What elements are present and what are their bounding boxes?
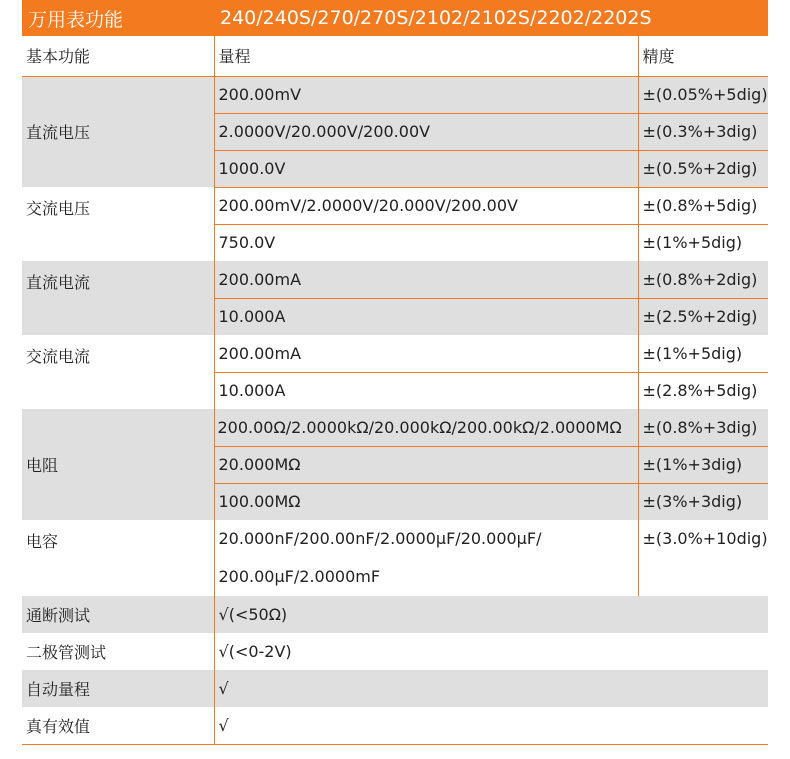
accuracy-cell: ±(0.8%+3dig) bbox=[638, 409, 768, 446]
title-function: 万用表功能 bbox=[28, 8, 124, 31]
table-row bbox=[22, 670, 768, 707]
function-ac-voltage: 交流电压 bbox=[26, 199, 91, 218]
range-line: 20.000nF/200.00nF/2.0000μF/20.000μF/ bbox=[218, 529, 542, 548]
table-row bbox=[22, 261, 768, 298]
header-range: 量程 bbox=[214, 36, 638, 76]
range-cell: 2.0000V/20.000V/200.00V bbox=[214, 113, 638, 150]
title-bar bbox=[22, 0, 768, 36]
range-cell: 200.00mA bbox=[214, 335, 638, 372]
range-cell: 10.000A bbox=[214, 298, 638, 335]
range-cell: 200.00Ω/2.0000kΩ/20.000kΩ/200.00kΩ/2.0000MΩ bbox=[214, 409, 638, 446]
spec-sheet bbox=[22, 0, 768, 745]
table-row bbox=[22, 409, 768, 446]
accuracy-cell: ±(1%+5dig) bbox=[638, 224, 768, 261]
range-line: 200.00μF/2.0000mF bbox=[218, 567, 381, 586]
range-cell: 20.000MΩ bbox=[214, 446, 638, 483]
function-dc-voltage: 直流电压 bbox=[22, 76, 214, 187]
accuracy-cell: ±(2.5%+2dig) bbox=[638, 298, 768, 335]
accuracy-cell: ±(0.8%+2dig) bbox=[638, 261, 768, 298]
feature-value: √ bbox=[214, 670, 768, 707]
header-row bbox=[22, 36, 768, 76]
accuracy-cell: ±(2.8%+5dig) bbox=[638, 372, 768, 409]
range-cell: 100.00MΩ bbox=[214, 483, 638, 520]
range-cell bbox=[214, 520, 638, 596]
table-row bbox=[22, 520, 768, 596]
table-row bbox=[22, 707, 768, 744]
accuracy-cell: ±(0.05%+5dig) bbox=[638, 76, 768, 113]
feature-name: 二极管测试 bbox=[26, 643, 107, 662]
feature-name: 真有效值 bbox=[22, 707, 214, 744]
feature-value: √(<50Ω) bbox=[214, 596, 768, 633]
function-capacitance: 电容 bbox=[26, 532, 59, 551]
feature-value: √(<0-2V) bbox=[214, 633, 768, 670]
range-cell: 750.0V bbox=[214, 224, 638, 261]
range-cell: 1000.0V bbox=[214, 150, 638, 187]
spec-table bbox=[22, 36, 768, 745]
function-ac-current: 交流电流 bbox=[26, 347, 91, 366]
accuracy-cell: ±(0.8%+5dig) bbox=[638, 187, 768, 224]
feature-name: 自动量程 bbox=[22, 670, 214, 707]
header-accuracy: 精度 bbox=[638, 36, 768, 76]
header-function: 基本功能 bbox=[22, 36, 214, 76]
range-cell: 200.00mV/2.0000V/20.000V/200.00V bbox=[214, 187, 638, 224]
title-models: 240/240S/270/270S/2102/2102S/2202/2202S bbox=[220, 7, 652, 29]
accuracy-cell: ±(1%+5dig) bbox=[638, 335, 768, 372]
accuracy-cell: ±(0.5%+2dig) bbox=[638, 150, 768, 187]
function-resistance: 电阻 bbox=[22, 409, 214, 520]
range-cell: 200.00mV bbox=[214, 76, 638, 113]
table-row bbox=[22, 187, 768, 224]
table-row bbox=[22, 335, 768, 372]
range-cell: 200.00mA bbox=[214, 261, 638, 298]
accuracy-cell: ±(3.0%+10dig) bbox=[638, 520, 768, 596]
accuracy-cell: ±(1%+3dig) bbox=[638, 446, 768, 483]
feature-value: √ bbox=[214, 707, 768, 744]
feature-name: 通断测试 bbox=[22, 596, 214, 633]
table-row bbox=[22, 596, 768, 633]
table-row bbox=[22, 76, 768, 113]
function-dc-current: 直流电流 bbox=[22, 261, 214, 335]
accuracy-cell: ±(0.3%+3dig) bbox=[638, 113, 768, 150]
table-row bbox=[22, 633, 768, 670]
accuracy-cell: ±(3%+3dig) bbox=[638, 483, 768, 520]
range-cell: 10.000A bbox=[214, 372, 638, 409]
